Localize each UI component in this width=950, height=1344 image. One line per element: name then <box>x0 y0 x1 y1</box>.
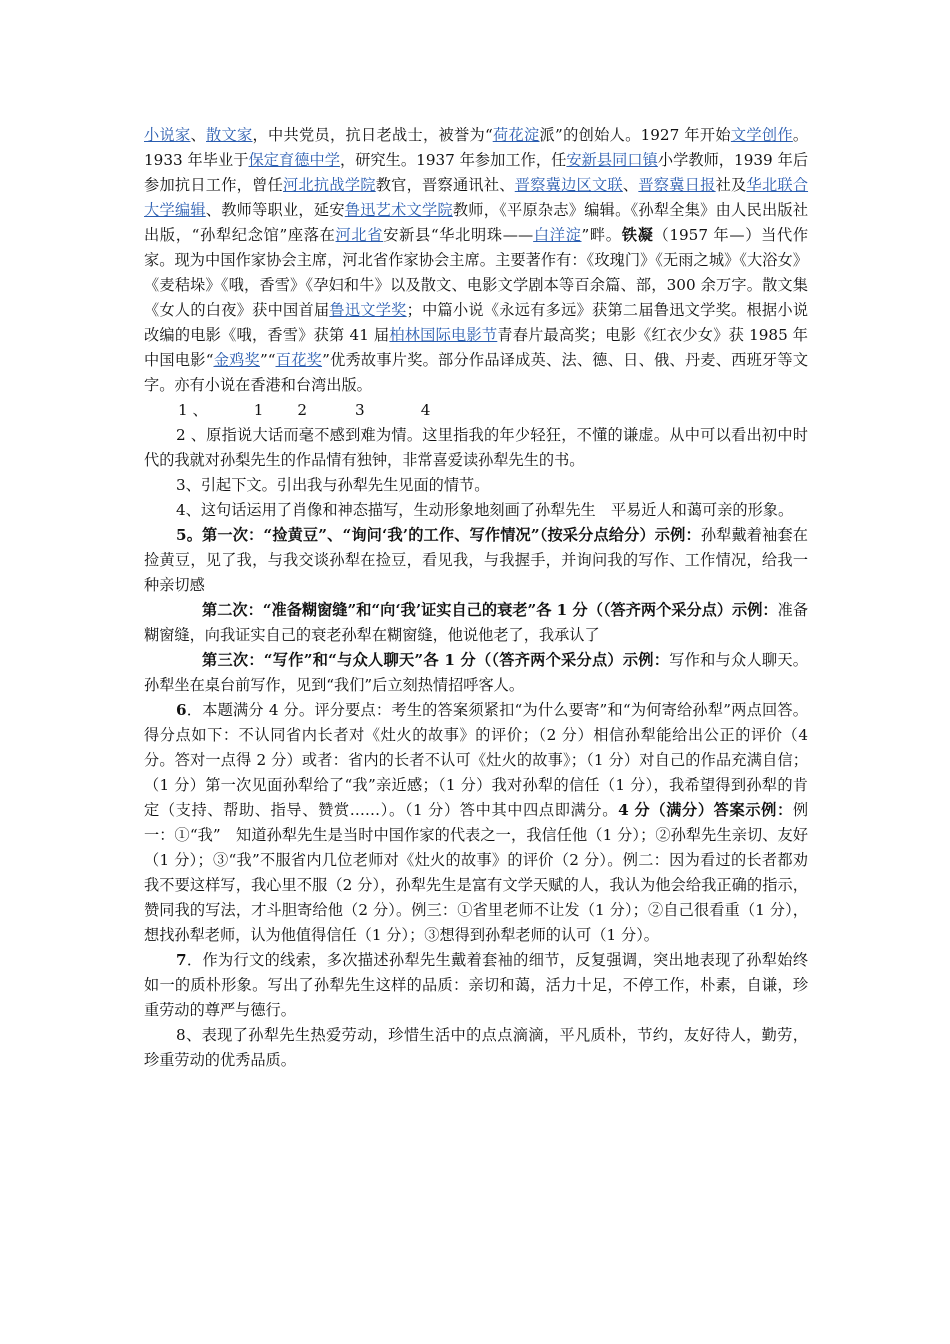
answer-5-second-text: 准备糊窗缝，向我证实自己的衰老孙犁在糊窗缝，他说他老了，我承认了 <box>144 601 809 644</box>
bio-text: ”“ <box>260 351 276 369</box>
link-jinji[interactable]: 金鸡奖 <box>213 351 260 369</box>
answer-6-text: ．本题满分 4 分。评分要点：考生的答案须紧扣“为什么要寄”和“为何寄给孙犁”两点回答。得分点如下：不认同省内长者对《灶火的故事》的评价；（2 分）相信孙犁能给出公正的评价（4 分。答对一点得 2 分）或者：省内的长者不认可《灶火的故事》；（1 分）对自己的作品充满自信；（1 分）第一次见面孙犁给了“我”亲近感；（1 分）我对孙犁的信任（1 分），我希望得到孙犁的肯定（支持、帮助、指导、赞赏……）。（1 分）答中其中四点即满分。 <box>144 701 808 819</box>
answer-1-num: 3 <box>355 401 365 419</box>
link-hebeisheng[interactable]: 河北省 <box>335 226 384 244</box>
answer-1-num: 1 <box>253 401 264 419</box>
answer-5-third-text: 写作和与众人聊天。孙犁坐在桌台前写作，见到“我们”后立刻热情招呼客人。 <box>144 651 808 694</box>
link-baoding[interactable]: 保定育德中学 <box>248 151 340 169</box>
answer-6-num: 6 <box>176 701 187 719</box>
link-jinchaji-wenlian[interactable]: 晋察冀边区文联 <box>514 176 623 194</box>
answer-1-label: 1 、 <box>178 401 208 419</box>
answer-3: 3、引起下文。引出我与孙犁先生见面的情节。 <box>176 476 490 494</box>
link-hebeikangzhan[interactable]: 河北抗战学院 <box>283 176 376 194</box>
answer-5-second-bold: 第二次：“准备糊窗缝”和“向‘我’证实自己的衰老”各 1 分（（答齐两个采分点）示例： <box>202 601 778 619</box>
bio-text: 安新县“华北明珠—— <box>383 226 534 244</box>
bio-text: （1957 年—）当代作家。现为中国作家协会主席，河北省作家协会主席。主要著作有：《玫瑰门》《无雨之城》《大浴女》《麦秸垛》《哦，香雪》《孕妇和牛》以及散文、电影文学剧本等百余篇、部，300 余万字。散文集《女人的白夜》获中国首届 <box>144 226 809 319</box>
link-anxin[interactable]: 安新县同口镇 <box>566 151 658 169</box>
bio-text: 。1933 年毕业于 <box>144 126 809 169</box>
author-bio-paragraph: 小说家、散文家，中共党员，抗日老战士，被誉为“荷花淀派”的创始人。1927 年开始文学创作。1933 年毕业于保定育德中学，研究生。1937 年参加工作，任安新县同口镇小学教师，1939 年后参加抗日工作，曾任河北抗战学院教官，晋察通讯社、晋察冀边区文联、晋察冀日报社及华北联合大学编辑、教师等职业，延安鲁迅艺术文学院教师，《平原杂志》编辑。《孙犁全集》由人民出版社出版，“孙犁纪念馆”座落在河北省安新县“华北明珠——白洋淀”畔。铁凝（1957 年—）当代作家。现为中国作家协会主席，河北省作家协会主席。主要著作有：《玫瑰门》《无雨之城》《大浴女》《麦秸垛》《哦，香雪》《孕妇和牛》以及散文、电影文学剧本等百余篇、部，300 余万字。散文集《女人的白夜》获中国首届鲁迅文学奖；中篇小说《永远有多远》获第二届鲁迅文学奖。根据小说改编的电影《哦，香雪》获第 41 届柏林国际电影节青春片最高奖；电影《红衣少女》获 1985 年中国电影“金鸡奖”“百花奖”优秀故事片奖。部分作品译成英、法、德、日、俄、丹麦、西班牙等文字。亦有小说在香港和台湾出版。 <box>144 126 809 394</box>
answer-7-text: ．作为行文的线索，多次描述孙犁先生戴着套袖的细节，反复强调，突出地表现了孙犁始终如一的质朴形象。写出了孙犁先生这样的品质：亲切和蔼，活力十足，不停工作，朴素，自谦，珍重劳动的尊严与德行。 <box>144 951 808 1019</box>
answer-7-num: 7 <box>176 951 187 969</box>
answer-6-examples: 例一：①“我” 知道孙犁先生是当时中国作家的代表之一，我信任他（1 分）；②孙犁先生亲切、友好（1 分）；③“我”不服省内几位老师对《灶火的故事》的评价（2 分）。例二：因为看过的长者都劝我不要这样写，我心里不服（2 分），孙犁先生是富有文学天赋的人，我认为他会给我正确的指示，赞同我的写法，才斗胆寄给他（2 分）。例三：①省里老师不让发（1 分）；②自己很看重（1 分），想找孙犁老师，认为他值得信任（1 分）；③想得到孙犁老师的认可（1 分）。 <box>144 801 808 944</box>
answer-5-second <box>144 598 808 648</box>
bio-text: 小学教师，1939 年后参加抗日工作，曾任 <box>144 151 809 194</box>
name-tiening: 铁凝 <box>621 226 654 244</box>
answer-1 <box>144 398 808 423</box>
answer-6 <box>144 698 808 948</box>
answer-1-num: 2 <box>297 401 308 419</box>
document-page <box>144 123 808 1073</box>
link-bolin[interactable]: 柏林国际电影节 <box>389 326 498 344</box>
bio-text: ”畔。 <box>581 226 622 244</box>
link-baiyangdian[interactable]: 白洋淀 <box>533 226 582 244</box>
bio-text: 教师，《平原杂志》编辑。《孙犁全集》由人民出版社出版，“孙犁纪念馆”座落在 <box>144 201 809 244</box>
answer-5-third <box>144 648 808 698</box>
link-sanwenjia[interactable]: 散文家 <box>206 126 253 144</box>
answer-5-first-text: 孙犁戴着袖套在捡黄豆，见了我，与我交谈孙犁在捡豆，看见我，与我握手，并询问我的写作、工作情况，给我一种亲切感 <box>144 526 808 594</box>
bio-text: ”优秀故事片奖。部分作品译成英、法、德、日、俄、丹麦、西班牙等文字。亦有小说在香港和台湾出版。 <box>144 351 809 394</box>
link-luxun-yishu[interactable]: 鲁迅艺术文学院 <box>344 201 453 219</box>
bio-text: 派”的创始人。1927 年开始 <box>539 126 731 144</box>
bio-text: 社及 <box>715 176 747 194</box>
answer-1-num: 4 <box>420 401 431 419</box>
bio-text: 、教师等职业，延安 <box>205 201 345 219</box>
bio-text: ；中篇小说《永远有多远》获第二届鲁迅文学奖。根据小说改编的电影《哦，香雪》获第 41 届 <box>144 301 809 344</box>
link-baihua[interactable]: 百花奖 <box>275 351 323 369</box>
answer-5-first-bold: 5。第一次：“捡黄豆”、“询问‘我’的工作、写作情况”（按采分点给分）示例： <box>176 526 701 544</box>
answer-5-third-bold: 第三次：“写作”和“与众人聊天”各 1 分（（答齐两个采分点）示例： <box>202 651 670 669</box>
link-wenxuechuangzuo[interactable]: 文学创作 <box>730 126 793 144</box>
link-luxun-jiang[interactable]: 鲁迅文学奖 <box>329 301 407 319</box>
answer-6-bold: 4 分（满分）答案示例： <box>618 801 793 819</box>
bio-text: 青春片最高奖；电影《红衣少女》获 1985 年中国电影“ <box>144 326 808 369</box>
link-hehuadian[interactable]: 荷花淀 <box>492 126 540 144</box>
answer-8: 8、表现了孙犁先生热爱劳动，珍惜生活中的点点滴滴，平凡质朴，节约，友好待人，勤劳，珍重劳动的优秀品质。 <box>144 1026 808 1069</box>
answer-7 <box>144 948 808 1023</box>
bio-text: ，研究生。1937 年参加工作，任 <box>339 151 567 169</box>
link-huabei[interactable]: 华北联合大学编辑 <box>144 176 809 219</box>
link-xiaoshuojia[interactable]: 小说家 <box>144 126 191 144</box>
answer-5-first <box>144 523 808 598</box>
bio-text: ，中共党员，抗日老战士，被誉为“ <box>252 126 493 144</box>
answer-2: 2 、原指说大话而毫不感到难为情。这里指我的年少轻狂，不懂的谦虚。从中可以看出初中时代的我就对孙梨先生的作品情有独钟，非常喜爱读孙犁先生的书。 <box>144 426 808 469</box>
link-jinchaji-ribao[interactable]: 晋察冀日报 <box>638 176 716 194</box>
bio-text: 教官，晋察通讯社、 <box>375 176 515 194</box>
answer-4: 4、这句话运用了肖像和神态描写，生动形象地刻画了孙犁先生 平易近人和蔼可亲的形象。 <box>176 501 794 519</box>
